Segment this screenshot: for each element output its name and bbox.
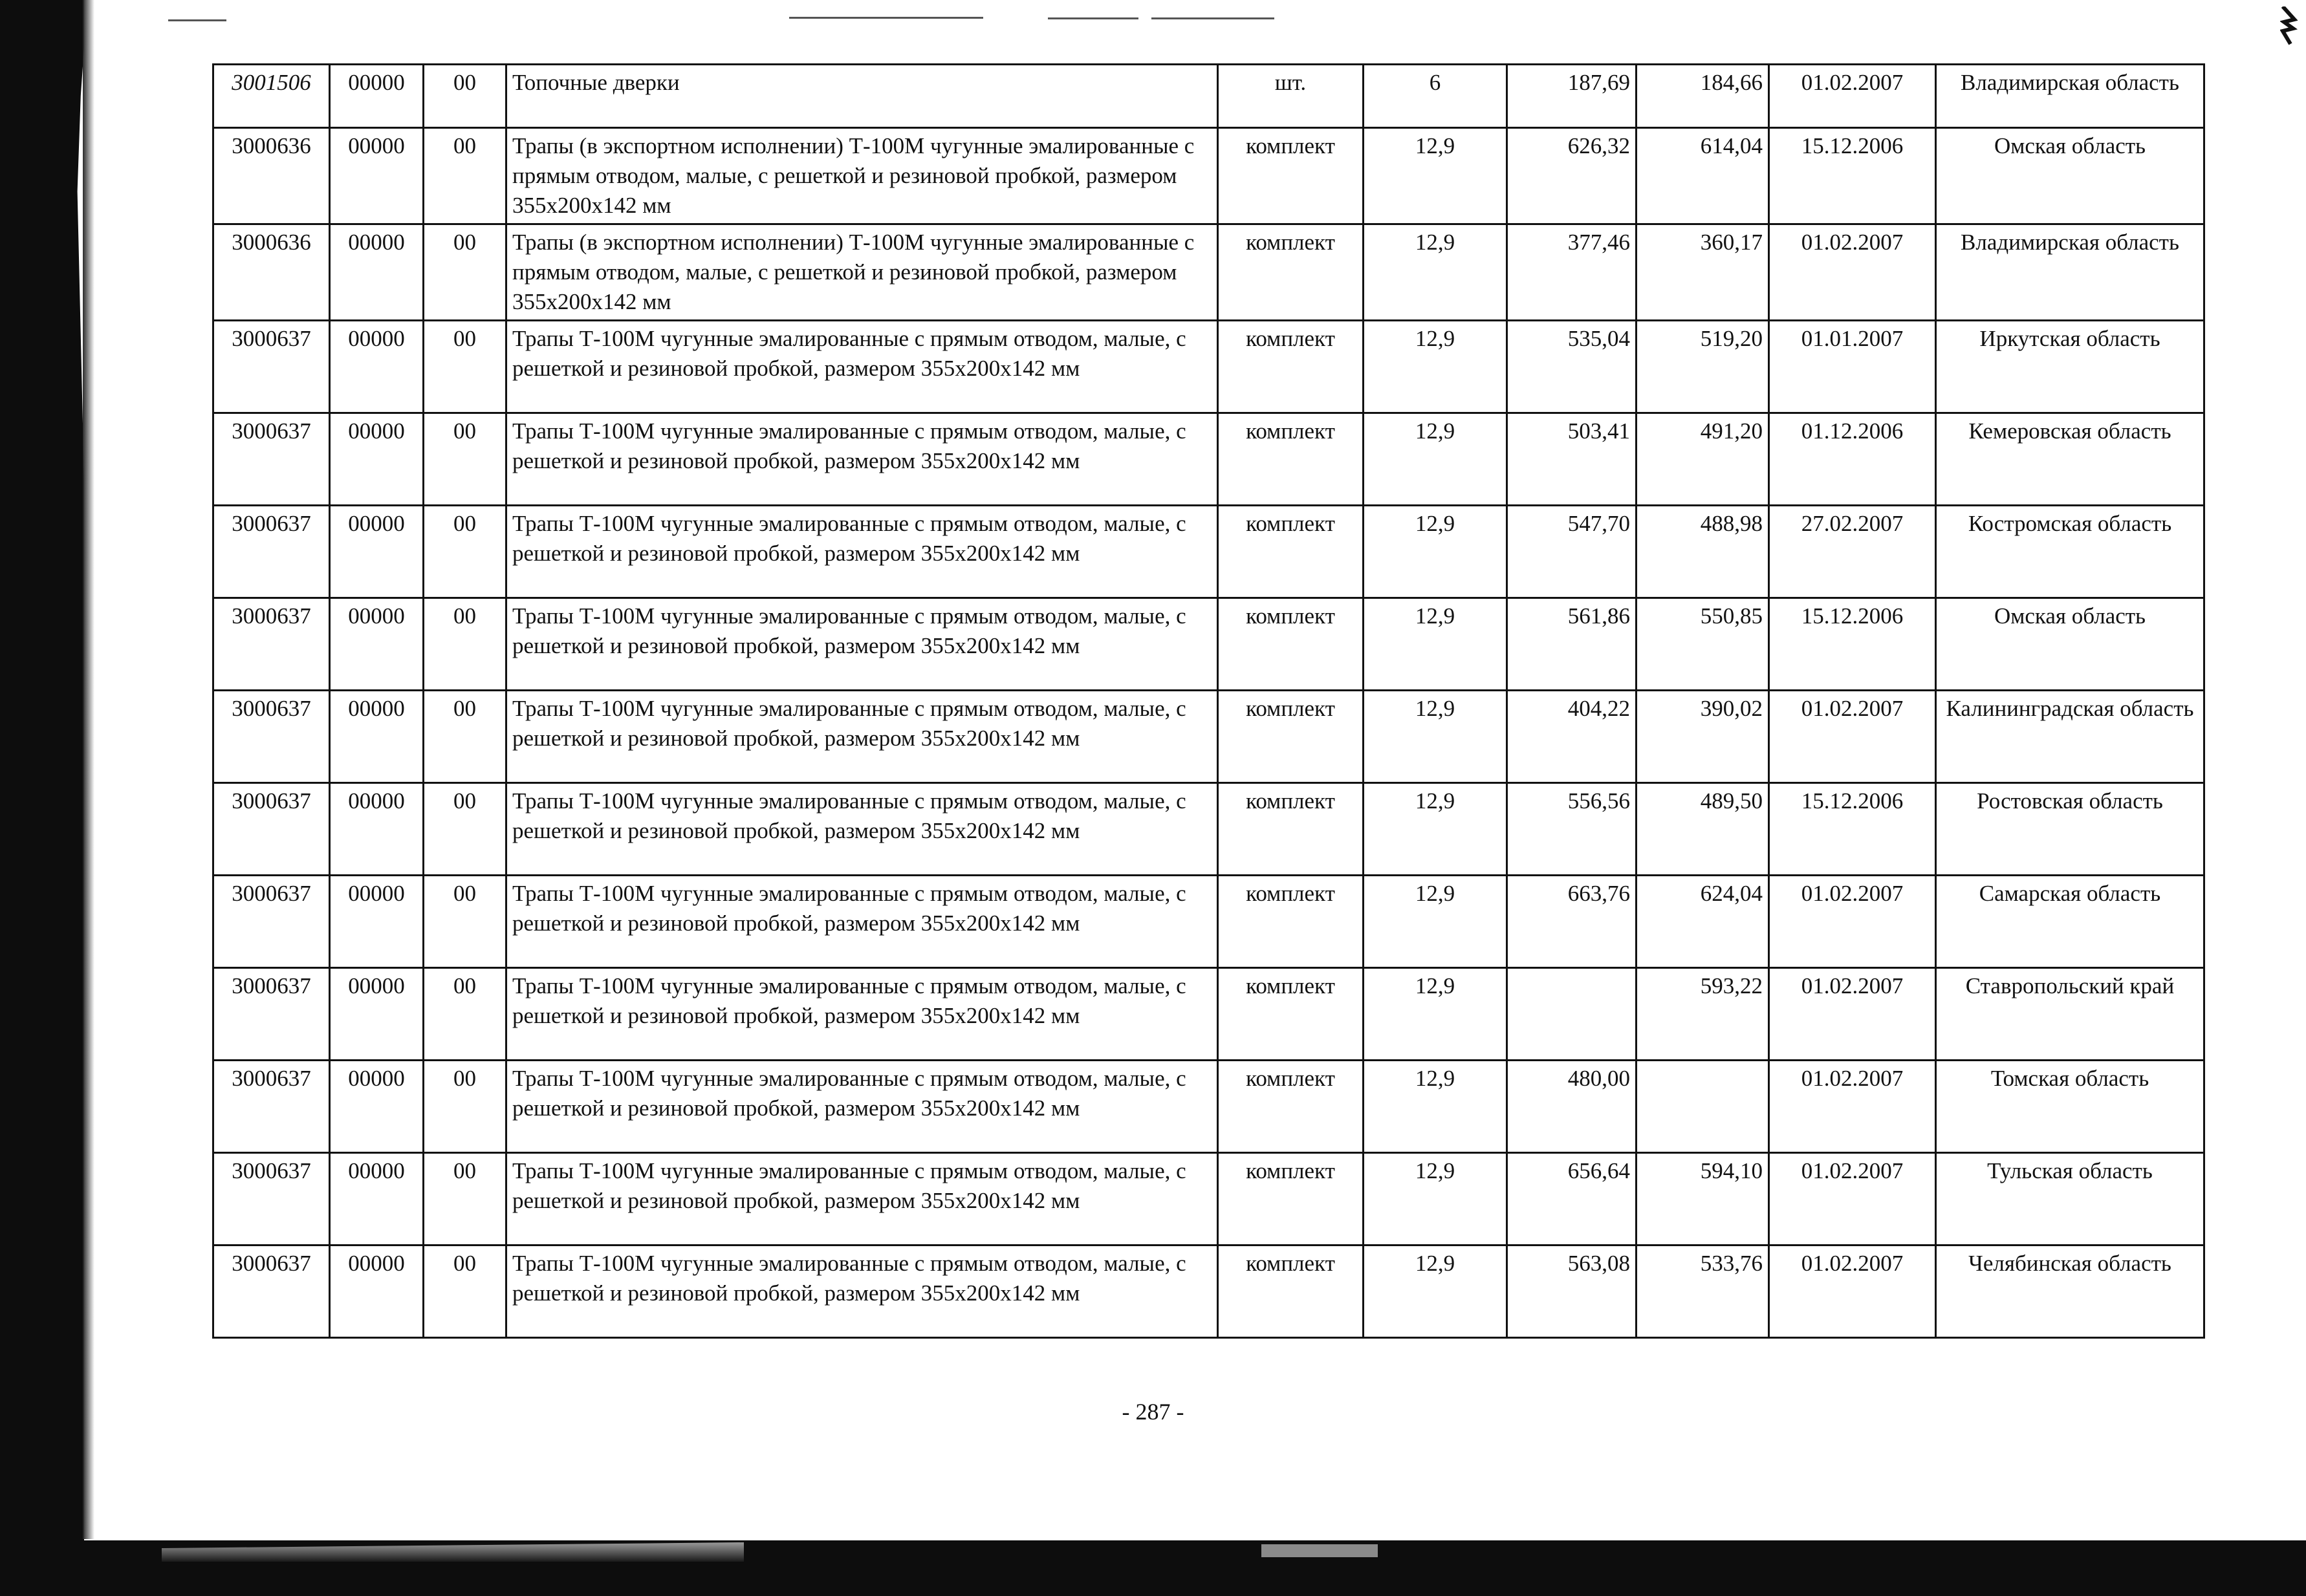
quantity-cell: 12,9 [1364, 598, 1507, 691]
price1-cell: 663,76 [1507, 876, 1637, 968]
quantity-cell: 12,9 [1364, 1061, 1507, 1153]
subcode2-cell: 00 [424, 876, 506, 968]
price2-cell: 593,22 [1637, 968, 1769, 1061]
name-cell: Трапы Т-100М чугунные эмалированные с прямым отводом, малые, с решеткой и резиновой пробкой, размером 355х200х142 мм [506, 876, 1218, 968]
scan-shadow-left-edge [83, 0, 94, 1539]
code-cell: 3000637 [213, 506, 330, 598]
date-cell: 01.02.2007 [1769, 1153, 1936, 1246]
subcode-cell: 00000 [330, 128, 424, 224]
table-row [213, 1153, 2204, 1246]
region-cell: Ставропольский край [1936, 968, 2204, 1061]
name-cell: Трапы Т-100М чугунные эмалированные с прямым отводом, малые, с решеткой и резиновой пробкой, размером 355х200х142 мм [506, 598, 1218, 691]
date-cell: 15.12.2006 [1769, 783, 1936, 876]
price2-cell: 614,04 [1637, 128, 1769, 224]
name-cell: Трапы Т-100М чугунные эмалированные с прямым отводом, малые, с решеткой и резиновой пробкой, размером 355х200х142 мм [506, 691, 1218, 783]
unit-cell: комплект [1218, 506, 1364, 598]
date-cell: 01.02.2007 [1769, 691, 1936, 783]
page-number: - 287 - [1122, 1399, 1184, 1425]
code-cell: 3000637 [213, 598, 330, 691]
price-table [212, 63, 2205, 1339]
subcode-cell: 00000 [330, 598, 424, 691]
unit-cell: комплект [1218, 1153, 1364, 1246]
table-row [213, 128, 2204, 224]
unit-cell: комплект [1218, 876, 1364, 968]
unit-cell: комплект [1218, 413, 1364, 506]
unit-cell: комплект [1218, 224, 1364, 321]
quantity-cell: 12,9 [1364, 1153, 1507, 1246]
unit-cell: комплект [1218, 1061, 1364, 1153]
price1-cell [1507, 968, 1637, 1061]
table-row [213, 968, 2204, 1061]
subcode2-cell: 00 [424, 1246, 506, 1338]
unit-cell: комплект [1218, 598, 1364, 691]
date-cell: 01.02.2007 [1769, 1061, 1936, 1153]
code-cell: 3000637 [213, 413, 330, 506]
code-cell: 3000637 [213, 1153, 330, 1246]
name-cell: Трапы Т-100М чугунные эмалированные с прямым отводом, малые, с решеткой и резиновой пробкой, размером 355х200х142 мм [506, 413, 1218, 506]
subcode2-cell: 00 [424, 1153, 506, 1246]
name-cell: Трапы Т-100М чугунные эмалированные с прямым отводом, малые, с решеткой и резиновой пробкой, размером 355х200х142 мм [506, 1246, 1218, 1338]
subcode-cell: 00000 [330, 1153, 424, 1246]
name-cell: Трапы Т-100М чугунные эмалированные с прямым отводом, малые, с решеткой и резиновой пробкой, размером 355х200х142 мм [506, 321, 1218, 413]
date-cell: 15.12.2006 [1769, 128, 1936, 224]
price2-cell: 360,17 [1637, 224, 1769, 321]
table-row [213, 413, 2204, 506]
name-cell: Трапы (в экспортном исполнении) Т-100М чугунные эмалированные с прямым отводом, малые, с решеткой и резиновой пробкой, размером 355х200х142 мм [506, 128, 1218, 224]
subcode-cell: 00000 [330, 876, 424, 968]
price2-cell: 491,20 [1637, 413, 1769, 506]
code-cell: 3001506 [213, 65, 330, 128]
name-cell: Топочные дверки [506, 65, 1218, 128]
price1-cell: 377,46 [1507, 224, 1637, 321]
code-cell: 3000637 [213, 1246, 330, 1338]
date-cell: 27.02.2007 [1769, 506, 1936, 598]
table-row [213, 691, 2204, 783]
price2-cell: 594,10 [1637, 1153, 1769, 1246]
price1-cell: 656,64 [1507, 1153, 1637, 1246]
unit-cell: комплект [1218, 321, 1364, 413]
region-cell: Омская область [1936, 128, 2204, 224]
region-cell: Томская область [1936, 1061, 2204, 1153]
scan-noise-top-4 [168, 19, 226, 21]
code-cell: 3000636 [213, 128, 330, 224]
region-cell: Владимирская область [1936, 65, 2204, 128]
date-cell: 01.02.2007 [1769, 224, 1936, 321]
region-cell: Челябинская область [1936, 1246, 2204, 1338]
quantity-cell: 12,9 [1364, 691, 1507, 783]
table-row [213, 876, 2204, 968]
subcode-cell: 00000 [330, 1061, 424, 1153]
date-cell: 01.02.2007 [1769, 1246, 1936, 1338]
scan-shadow-bottom-highlight-2 [1261, 1544, 1378, 1557]
scan-shadow-left [0, 0, 84, 1596]
price1-cell: 187,69 [1507, 65, 1637, 128]
code-cell: 3000637 [213, 968, 330, 1061]
subcode2-cell: 00 [424, 321, 506, 413]
region-cell: Костромская область [1936, 506, 2204, 598]
subcode-cell: 00000 [330, 321, 424, 413]
name-cell: Трапы Т-100М чугунные эмалированные с прямым отводом, малые, с решеткой и резиновой пробкой, размером 355х200х142 мм [506, 783, 1218, 876]
table-row [213, 598, 2204, 691]
region-cell: Владимирская область [1936, 224, 2204, 321]
date-cell: 01.01.2007 [1769, 321, 1936, 413]
price1-cell: 404,22 [1507, 691, 1637, 783]
subcode-cell: 00000 [330, 506, 424, 598]
price1-cell: 480,00 [1507, 1061, 1637, 1153]
quantity-cell: 12,9 [1364, 128, 1507, 224]
unit-cell: комплект [1218, 128, 1364, 224]
code-cell: 3000637 [213, 691, 330, 783]
quantity-cell: 12,9 [1364, 1246, 1507, 1338]
subcode2-cell: 00 [424, 1061, 506, 1153]
price2-cell: 488,98 [1637, 506, 1769, 598]
scan-corner-mark [2280, 6, 2298, 45]
quantity-cell: 12,9 [1364, 506, 1507, 598]
quantity-cell: 12,9 [1364, 968, 1507, 1061]
unit-cell: комплект [1218, 1246, 1364, 1338]
subcode-cell: 00000 [330, 968, 424, 1061]
price1-cell: 626,32 [1507, 128, 1637, 224]
table-row [213, 506, 2204, 598]
scan-noise-top-3 [1151, 17, 1274, 19]
code-cell: 3000637 [213, 321, 330, 413]
subcode-cell: 00000 [330, 691, 424, 783]
quantity-cell: 12,9 [1364, 321, 1507, 413]
document-sheet [212, 63, 2205, 1339]
price1-cell: 561,86 [1507, 598, 1637, 691]
price2-cell: 533,76 [1637, 1246, 1769, 1338]
unit-cell: комплект [1218, 783, 1364, 876]
scan-noise-top-1 [789, 17, 983, 19]
table-row [213, 224, 2204, 321]
quantity-cell: 12,9 [1364, 783, 1507, 876]
region-cell: Иркутская область [1936, 321, 2204, 413]
quantity-cell: 12,9 [1364, 876, 1507, 968]
code-cell: 3000637 [213, 876, 330, 968]
price2-cell [1637, 1061, 1769, 1153]
region-cell: Кемеровская область [1936, 413, 2204, 506]
subcode2-cell: 00 [424, 783, 506, 876]
code-cell: 3000637 [213, 1061, 330, 1153]
date-cell: 15.12.2006 [1769, 598, 1936, 691]
subcode2-cell: 00 [424, 598, 506, 691]
date-cell: 01.12.2006 [1769, 413, 1936, 506]
date-cell: 01.02.2007 [1769, 876, 1936, 968]
table-row [213, 65, 2204, 128]
price2-cell: 489,50 [1637, 783, 1769, 876]
name-cell: Трапы Т-100М чугунные эмалированные с прямым отводом, малые, с решеткой и резиновой пробкой, размером 355х200х142 мм [506, 1153, 1218, 1246]
region-cell: Самарская область [1936, 876, 2204, 968]
code-cell: 3000636 [213, 224, 330, 321]
price1-cell: 503,41 [1507, 413, 1637, 506]
price2-cell: 184,66 [1637, 65, 1769, 128]
region-cell: Омская область [1936, 598, 2204, 691]
table-row [213, 1061, 2204, 1153]
table-row [213, 783, 2204, 876]
subcode-cell: 00000 [330, 413, 424, 506]
price2-cell: 550,85 [1637, 598, 1769, 691]
name-cell: Трапы Т-100М чугунные эмалированные с прямым отводом, малые, с решеткой и резиновой пробкой, размером 355х200х142 мм [506, 1061, 1218, 1153]
table-row [213, 1246, 2204, 1338]
name-cell: Трапы Т-100М чугунные эмалированные с прямым отводом, малые, с решеткой и резиновой пробкой, размером 355х200х142 мм [506, 968, 1218, 1061]
quantity-cell: 12,9 [1364, 224, 1507, 321]
unit-cell: комплект [1218, 691, 1364, 783]
unit-cell: комплект [1218, 968, 1364, 1061]
subcode2-cell: 00 [424, 413, 506, 506]
price1-cell: 535,04 [1507, 321, 1637, 413]
subcode-cell: 00000 [330, 224, 424, 321]
subcode2-cell: 00 [424, 506, 506, 598]
subcode2-cell: 00 [424, 691, 506, 783]
name-cell: Трапы (в экспортном исполнении) Т-100М чугунные эмалированные с прямым отводом, малые, с решеткой и резиновой пробкой, размером 355х200х142 мм [506, 224, 1218, 321]
table-body [213, 65, 2204, 1338]
subcode-cell: 00000 [330, 65, 424, 128]
price2-cell: 390,02 [1637, 691, 1769, 783]
subcode2-cell: 00 [424, 128, 506, 224]
subcode-cell: 00000 [330, 1246, 424, 1338]
price1-cell: 556,56 [1507, 783, 1637, 876]
date-cell: 01.02.2007 [1769, 968, 1936, 1061]
quantity-cell: 6 [1364, 65, 1507, 128]
date-cell: 01.02.2007 [1769, 65, 1936, 128]
quantity-cell: 12,9 [1364, 413, 1507, 506]
table-row [213, 321, 2204, 413]
price2-cell: 519,20 [1637, 321, 1769, 413]
region-cell: Ростовская область [1936, 783, 2204, 876]
region-cell: Тульская область [1936, 1153, 2204, 1246]
subcode2-cell: 00 [424, 224, 506, 321]
price1-cell: 547,70 [1507, 506, 1637, 598]
region-cell: Калининградская область [1936, 691, 2204, 783]
code-cell: 3000637 [213, 783, 330, 876]
subcode2-cell: 00 [424, 65, 506, 128]
unit-cell: шт. [1218, 65, 1364, 128]
subcode-cell: 00000 [330, 783, 424, 876]
subcode2-cell: 00 [424, 968, 506, 1061]
scan-noise-top-2 [1048, 17, 1138, 19]
price2-cell: 624,04 [1637, 876, 1769, 968]
price1-cell: 563,08 [1507, 1246, 1637, 1338]
name-cell: Трапы Т-100М чугунные эмалированные с прямым отводом, малые, с решеткой и резиновой пробкой, размером 355х200х142 мм [506, 506, 1218, 598]
